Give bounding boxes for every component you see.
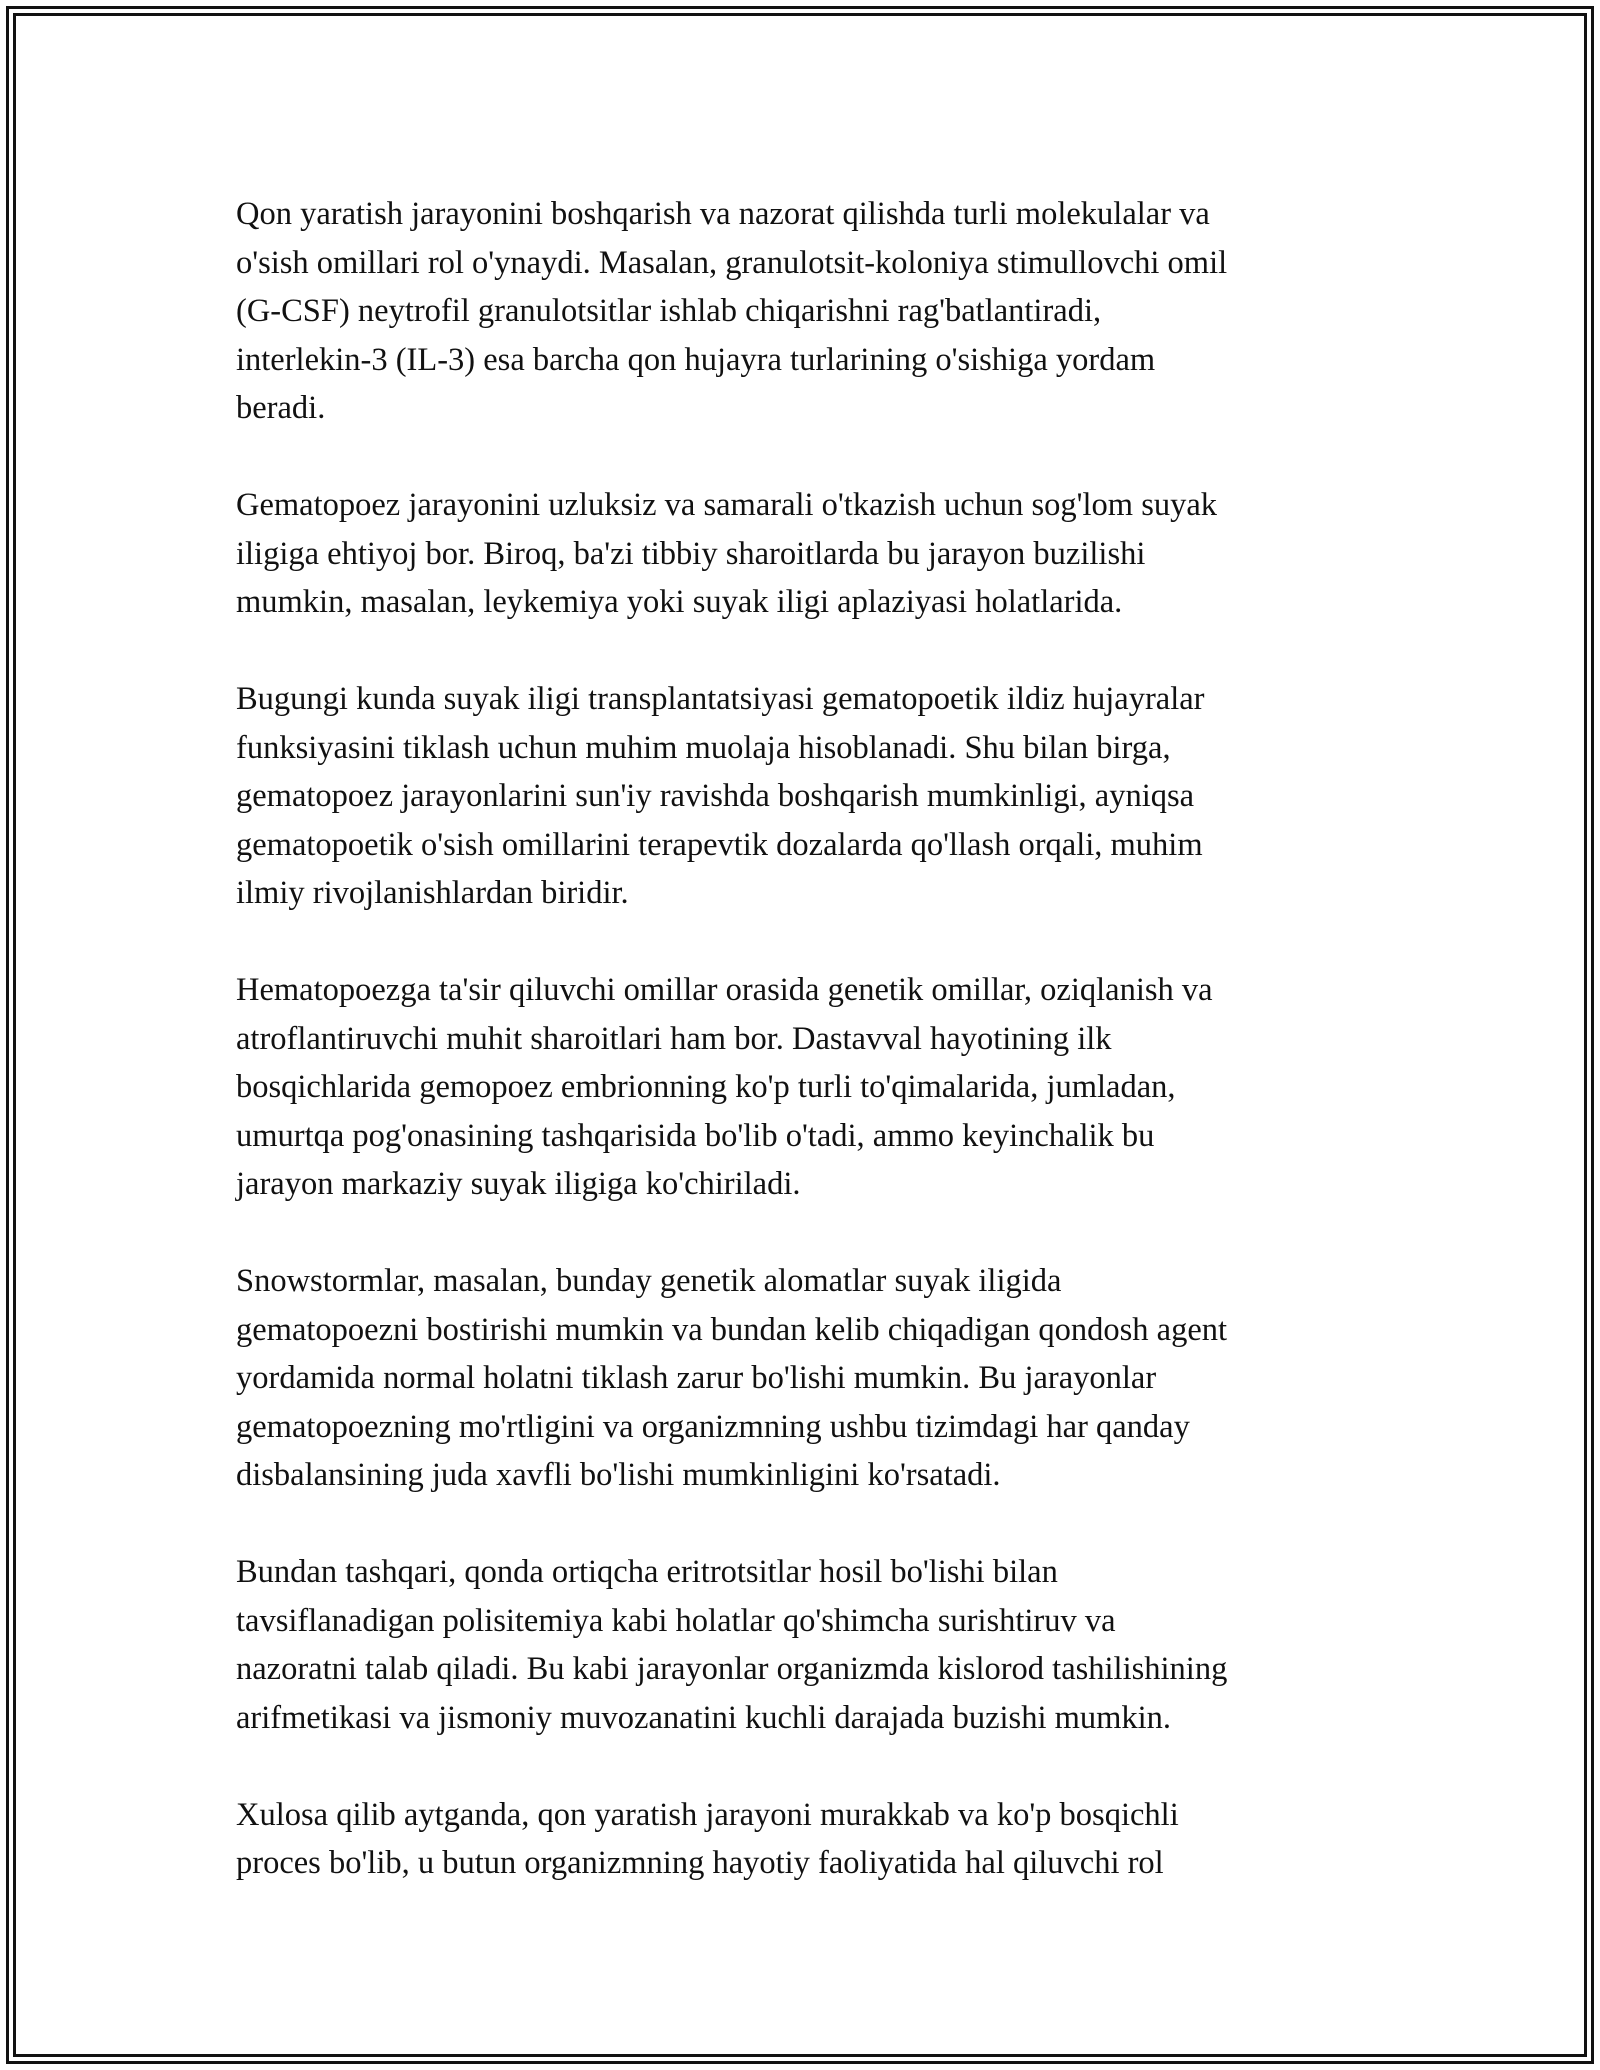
paragraph-2: Gematopoez jarayonini uzluksiz va samarali o'tkazish uchun sog'lom suyak iligiga ehtiyoj bor. Biroq, ba'zi tibbiy sharoitlarda bu jarayon buzilishi mumkin, masalan, leykemiya yoki suyak iligi aplaziyasi holatlarida. (236, 487, 1218, 620)
document-body (236, 190, 1366, 1936)
paragraph-1: Qon yaratish jarayonini boshqarish va nazorat qilishda turli molekulalar va o'sish omillari rol o'ynaydi. Masalan, granulotsit-koloniya stimullovchi omil (G-CSF) neytrofil granulotsitlar ishlab chiqarishni rag'batlantiradi, interlekin-3 (IL-3) esa barcha qon hujayra turlarining o'sishiga yordam beradi. (236, 196, 1228, 426)
paragraph-6: Bundan tashqari, qonda ortiqcha eritrotsitlar hosil bo'lishi bilan tavsiflanadigan polisitemiya kabi holatlar qo'shimcha surishtiruv va nazoratni talab qiladi. Bu kabi jarayonlar organizmda kislorod tashilishining arifmetikasi va jismoniy muvozanatini kuchli darajada buzishi mumkin. (236, 1554, 1228, 1736)
paragraph-5: Snowstormlar, masalan, bunday genetik alomatlar suyak iligida gematopoezni bostirishi mumkin va bundan kelib chiqadigan qondosh agent yordamida normal holatni tiklash zarur bo'lishi mumkin. Bu jarayonlar gematopoezning mo'rtligini va organizmning ushbu tizimdagi har qanday disbalansining juda xavfli bo'lishi mumkinligini ko'rsatadi. (236, 1263, 1228, 1493)
paragraph-3: Bugungi kunda suyak iligi transplantatsiyasi gematopoetik ildiz hujayralar funksiyasini tiklash uchun muhim muolaja hisoblanadi. Shu bilan birga, gematopoez jarayonlarini sun'iy ravishda boshqarish mumkinligi, ayniqsa gematopoetik o'sish omillarini terapevtik dozalarda qo'llash orqali, muhim ilmiy rivojlanishlardan biridir. (236, 681, 1205, 911)
paragraph-4: Hematopoezga ta'sir qiluvchi omillar orasida genetik omillar, oziqlanish va atroflantiruvchi muhit sharoitlari ham bor. Dastavval hayotining ilk bosqichlarida gemopoez embrionning ko'p turli to'qimalarida, jumladan, umurtqa pog'onasining tashqarisida bo'lib o'tadi, ammo keyinchalik bu jarayon markaziy suyak iligiga ko'chiriladi. (236, 972, 1213, 1202)
paragraph-7: Xulosa qilib aytganda, qon yaratish jarayoni murakkab va ko'p bosqichli proces bo'lib, u butun organizmning hayotiy faoliyatida hal qiluvchi rol (236, 1796, 1179, 1881)
